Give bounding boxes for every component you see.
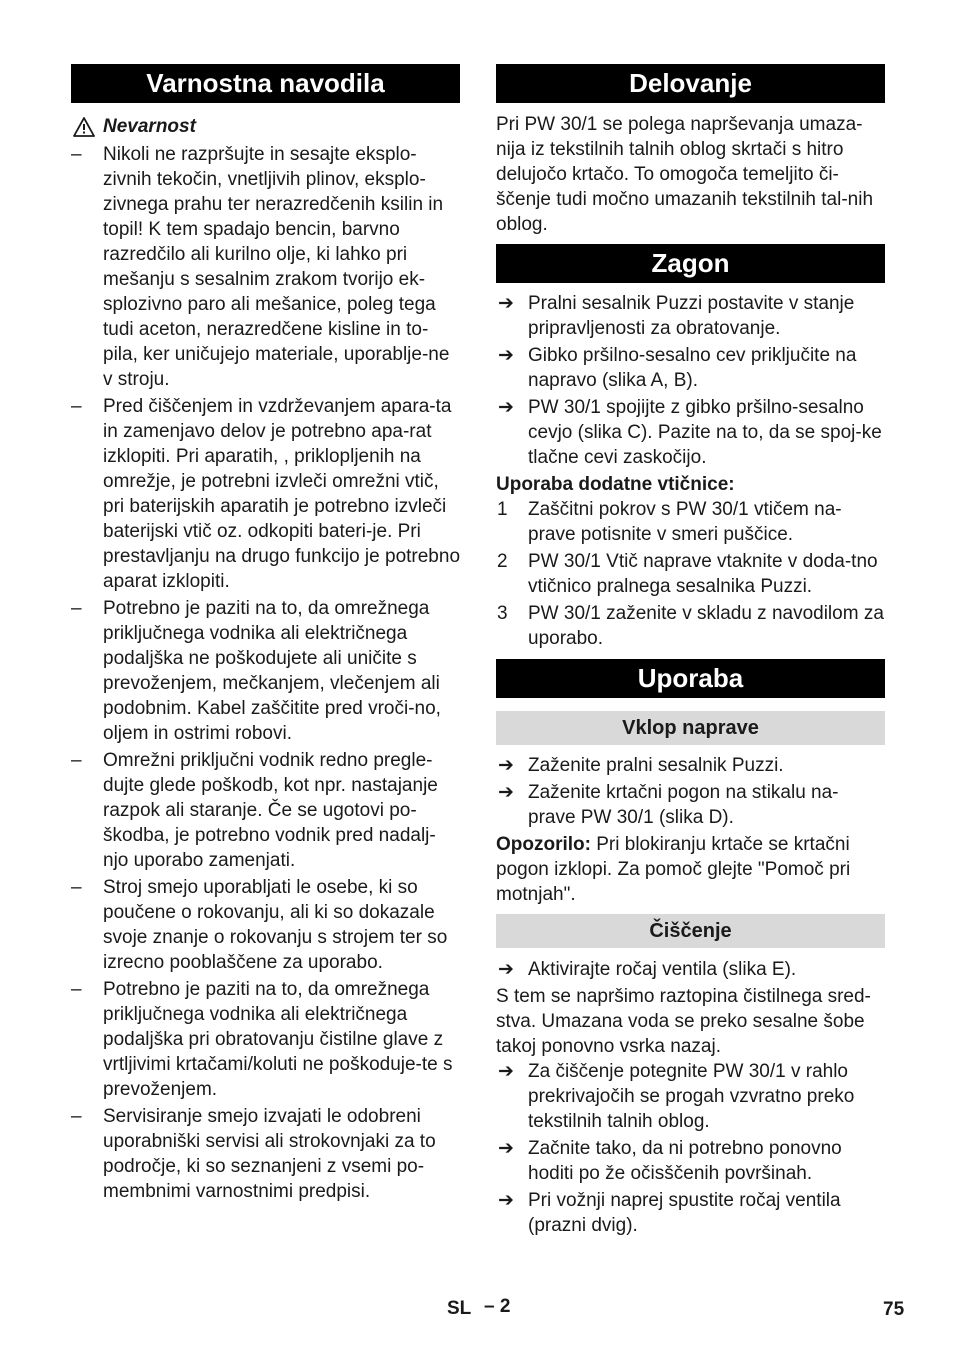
list-item: 3 PW 30/1 zaženite v skladu z navodilom za uporabo.: [497, 603, 884, 649]
section-heading-safety: Varnostna navodila: [71, 64, 460, 103]
footer-page-label: – 2: [484, 1296, 511, 1317]
startup-steps: [496, 291, 885, 470]
dash-marker: –: [71, 144, 82, 165]
list-item: ➔ Za čiščenje potegnite PW 30/1 v rahlo prekrivajočih se progah vzvratno preko tekstilnih talnih oblog.: [498, 1061, 855, 1132]
note-label: Opozorilo:: [496, 834, 591, 855]
arrow-icon: ➔: [498, 293, 514, 314]
footer-page-number: 75: [883, 1299, 905, 1320]
list-item: ➔ Pri vožnji naprej spustite ročaj ventila (prazni dvig).: [498, 1190, 841, 1236]
footer-language: SL: [447, 1298, 472, 1319]
arrow-icon: ➔: [498, 1190, 514, 1211]
list-item: 2 PW 30/1 Vtič naprave vtaknite v doda-tno vtičnico pralnega sesalnika Puzzi.: [497, 551, 878, 597]
extra-socket-label: Uporaba dodatne vtičnice:: [496, 474, 735, 495]
step-number: 2: [497, 551, 508, 572]
subsection-heading-cleaning: Čiščenje: [496, 914, 885, 948]
dash-marker: –: [71, 396, 82, 417]
switch-on-steps: [496, 753, 885, 830]
danger-label: Nevarnost: [103, 116, 196, 137]
arrow-icon: ➔: [498, 959, 514, 980]
danger-label-row: [71, 114, 460, 139]
step-number: 3: [497, 603, 508, 624]
dash-marker: –: [71, 877, 82, 898]
list-item: 1 Zaščitni pokrov s PW 30/1 vtičem na-prave potisnite v smeri puščice.: [497, 499, 842, 545]
section-heading-operation: Delovanje: [496, 64, 885, 103]
cleaning-first-step: [496, 957, 885, 982]
list-item: ➔ Gibko pršilno-sesalno cev priključite na napravo (slika A, B).: [498, 345, 857, 391]
arrow-icon: ➔: [498, 1061, 514, 1082]
list-item: – Nikoli ne razpršujte in sesajte eksplo-zivnih tekočin, vnetljivih plinov, eksplo-zivnega prahu ter nerazredčenih ksilin in topil! K tem spadajo bencin, barvno razredčilo ali kurilno olje, ki lahko pri mešanju s sesalnim zrakom tvorijo ek-splozivno paro ali mešanice, poleg tega tudi aceton, nerazredčene kisline in to-pila, ker uničujejo materiale, uporablje-ne v stroju.: [71, 144, 450, 390]
list-item: – Omrežni priključni vodnik redno pregle-dujte glede poškodb, kot npr. nastajanje razpok ali staranje. Če se ugotovi po-škodba, je potrebno vodnik pred nadalj-njo uporabo zamenjati.: [71, 750, 438, 871]
dash-marker: –: [71, 598, 82, 619]
extra-socket-steps: [496, 497, 885, 651]
cleaning-steps: [496, 1059, 885, 1238]
list-item: ➔ Pralni sesalnik Puzzi postavite v stanje pripravljenosti za obratovanje.: [498, 293, 855, 339]
list-item: ➔ PW 30/1 spojijte z gibko pršilno-sesalno cevjo (slika C). Pazite na to, da se spoj-ke tlačne cevi zaskočijo.: [498, 397, 882, 468]
list-item: ➔ Aktivirajte ročaj ventila (slika E).: [498, 959, 797, 980]
list-item: – Servisiranje smejo izvajati le odobreni uporabniški servisi ali strokovnjaki za to področje, ki so seznanjeni z vsemi po-membnimi varnostnimi predpisi.: [71, 1106, 436, 1202]
list-item: ➔ Zaženite krtačni pogon na stikalu na-prave PW 30/1 (slika D).: [498, 782, 839, 828]
arrow-icon: ➔: [498, 755, 514, 776]
list-item: ➔ Začnite tako, da ni potrebno ponovno hoditi po že očisščenih površinah.: [498, 1138, 842, 1184]
dash-marker: –: [71, 750, 82, 771]
dash-marker: –: [71, 979, 82, 1000]
section-heading-startup: Zagon: [496, 244, 885, 283]
list-item: – Potrebno je paziti na to, da omrežnega priključnega vodnika ali električnega podaljška ne poškodujete ali uničite s prevoženjem, mečkanjem, vlečenjem ali podobnim. Kabel zaščitite pred vroči-no, oljem in ostrimi robovi.: [71, 598, 441, 744]
arrow-icon: ➔: [498, 782, 514, 803]
arrow-icon: ➔: [498, 345, 514, 366]
list-item: – Stroj smejo uporabljati le osebe, ki so poučene o rokovanju, ali ki so dokazale svoje znanje o rokovanju s strojem ter so izrecno pooblaščene za uporabo.: [71, 877, 448, 973]
step-number: 1: [497, 499, 508, 520]
cleaning-text: S tem se napršimo raztopina čistilnega sred-stva. Umazana voda se preko sesalne šobe takoj ponovno vsrka nazaj.: [496, 986, 871, 1057]
dash-marker: –: [71, 1106, 82, 1127]
arrow-icon: ➔: [498, 1138, 514, 1159]
arrow-icon: ➔: [498, 397, 514, 418]
section-heading-usage: Uporaba: [496, 659, 885, 698]
left-column: [71, 64, 460, 1206]
subsection-heading-switch-on: Vklop naprave: [496, 711, 885, 745]
right-column: [496, 64, 885, 1240]
list-item: – Potrebno je paziti na to, da omrežnega priključnega vodnika ali električnega podaljška pri obratovanju čistilne glave z vrtljivimi krtačami/koluti ne poškoduje-te s prevoženjem.: [71, 979, 453, 1100]
operation-text: Pri PW 30/1 se polega naprševanja umaza-nija iz tekstilnih talnih oblog skrtači s hitro delujočo krtačo. To omogoča temeljito či-ščenje tudi močno umazanih tekstilnih tal-nih oblog.: [496, 114, 874, 235]
warning-triangle-icon: [73, 117, 95, 137]
note-text: Opozorilo: Pri blokiranju krtače se krtačni pogon izklopi. Za pomoč glejte "Pomoč pri motnjah".: [496, 834, 851, 905]
list-item: – Pred čiščenjem in vzdrževanjem apara-ta in zamenjavo delov je potrebno apa-rat izklopiti. Pri aparatih, , priklopljenih na omrežje, je potrebni izvleči omrežni vtič, pri baterijskih aparatih je potrebno izvleči baterijski vtič oz. odkopiti bateri-je. Pri prestavljanju na drugo funkcijo je potrebno aparat izklopiti.: [71, 396, 461, 592]
safety-list: [71, 142, 460, 1204]
list-item: ➔ Zaženite pralni sesalnik Puzzi.: [498, 755, 784, 776]
